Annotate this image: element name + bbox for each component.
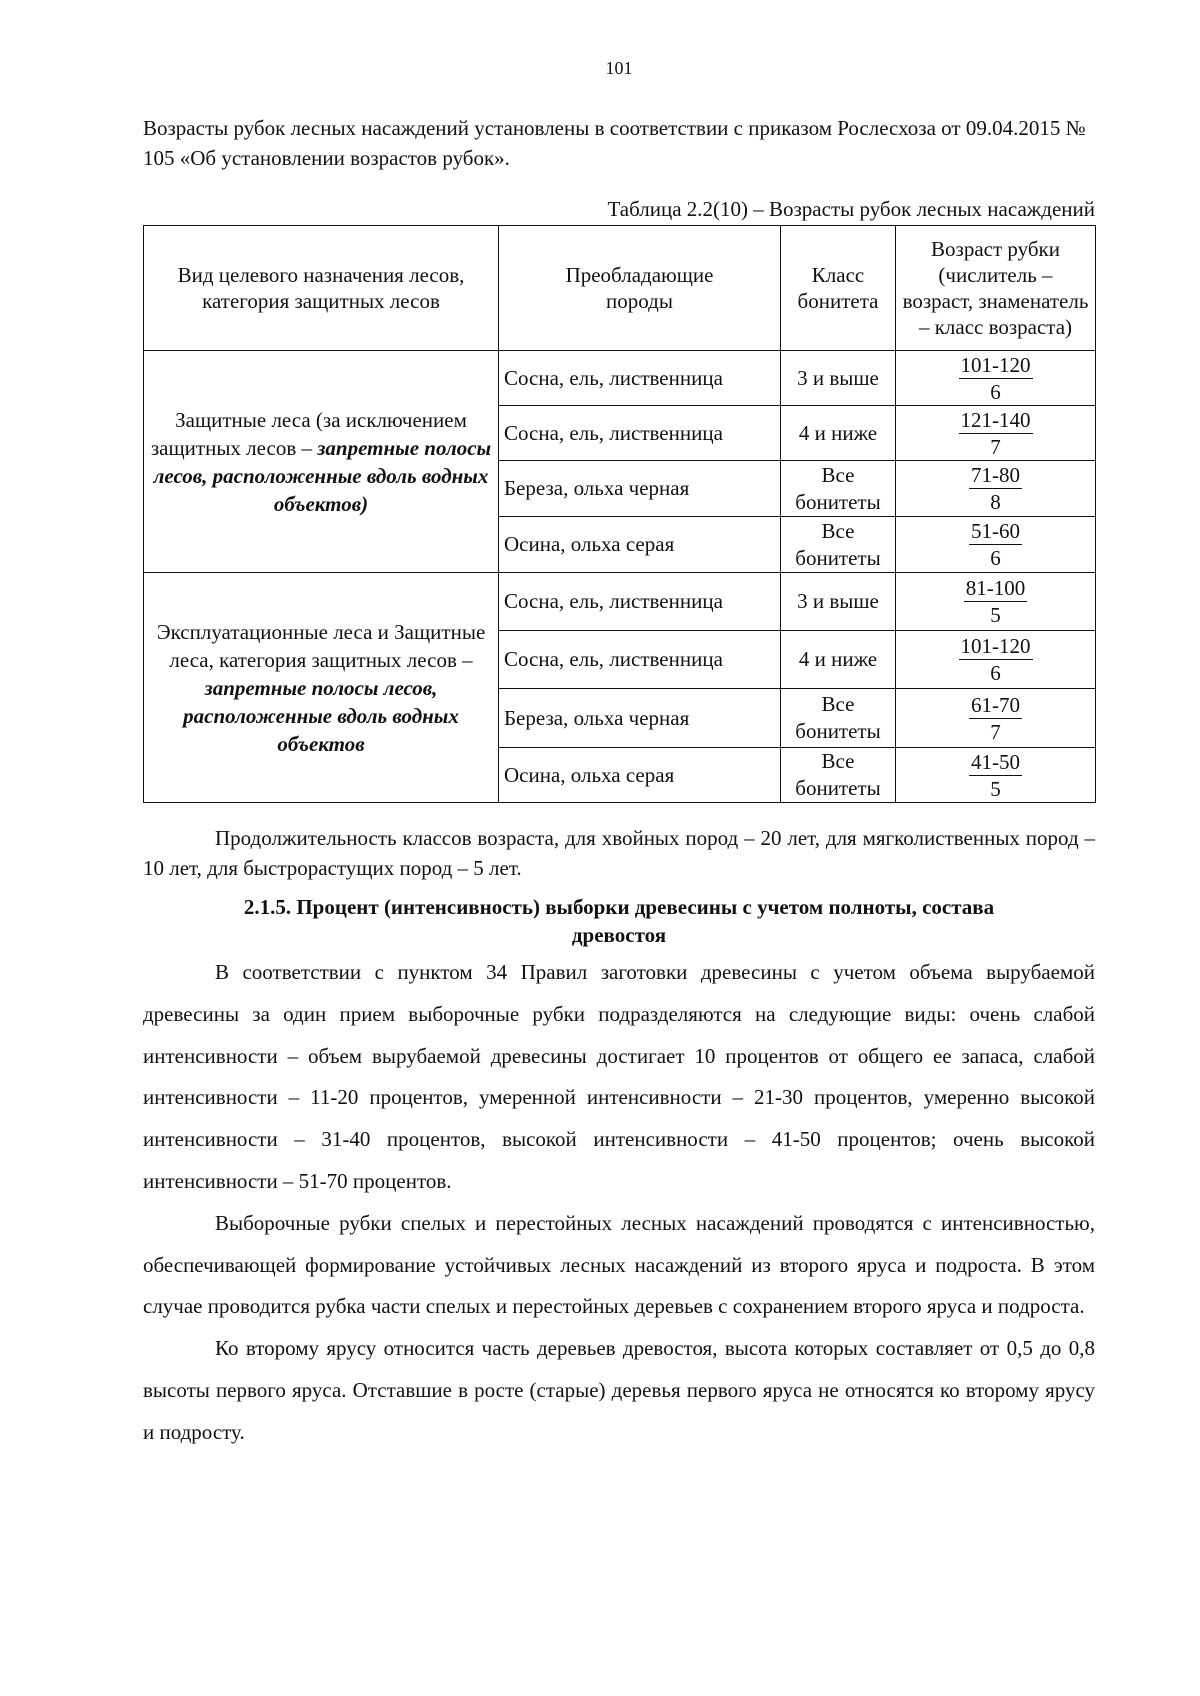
forest-category-emphasis: запретные полосы лесов, расположенные вдоль водных объектов) [153,435,492,516]
age-class-value: 5 [990,776,1001,801]
page-number: 101 [605,58,633,78]
cutting-age-cell [896,631,1096,689]
site-class-cell: Все бонитеты [781,689,896,748]
cutting-age-cell [896,461,1096,517]
species-cell: Береза, ольха черная [499,461,781,517]
forest-category-text: Защитные леса (за исключением защитных лесов – [150,407,467,460]
section-title: 2.1.5. Процент (интенсивность) выборки древесины с учетом полноты, состава древостоя [243,895,995,947]
species-cell: Сосна, ель, лиственница [499,351,781,406]
cutting-age-value: 101-120 [960,352,1031,377]
site-class-cell: 4 и ниже [781,631,896,689]
table-header-row [144,226,1096,351]
cutting-age-table [143,225,1096,803]
cutting-age-cell [896,748,1096,803]
species-cell: Сосна, ель, лиственница [499,406,781,461]
site-class-cell: Все бонитеты [781,748,896,803]
age-class-value: 7 [990,434,1001,459]
forest-category-cell [144,573,499,803]
table-row [144,573,1096,631]
header-purpose: Вид целевого назначения лесов, категория защитных лесов [144,226,499,351]
cutting-age-cell [896,351,1096,406]
forest-category-cell [144,351,499,573]
cutting-age-value: 81-100 [965,576,1026,600]
cutting-age-value: 41-50 [971,749,1020,774]
intro-paragraph: Возрасты рубок лесных насаждений установлены в соответствии с приказом Рослесхоза от 09.04.2015 № 105 «Об установлении возрастов рубок». [143,116,1086,170]
cutting-age-cell [896,406,1096,461]
age-class-value: 5 [990,603,1001,627]
forest-category-text: Эксплуатационные леса и Защитные леса, категория защитных лесов – [156,619,486,672]
cutting-age-value: 51-60 [971,519,1020,543]
paragraph: В соответствии с пунктом 34 Правил заготовки древесины с учетом объема вырубаемой древесины за один прием выборочные рубки подразделяются на следующие виды: очень слабой интенсивности – объем вырубаемой древесины достигает 10 процентов от общего ее запаса, слабой интенсивности – 11-20 процентов, умеренной интенсивности – 21-30 процентов, умеренно высокой интенсивности – 31-40 процентов, высокой интенсивности – 41-50 процентов; очень высокой интенсивности – 51-70 процентов. [143,960,1095,1193]
table-row [144,351,1096,406]
age-class-value: 7 [990,719,1001,744]
site-class-cell: Все бонитеты [781,461,896,517]
header-species: Преобладающие породы [499,226,781,351]
cutting-age-value: 71-80 [971,463,1020,487]
section-body [143,952,1095,1454]
age-class-duration-note: Продолжительность классов возраста, для хвойных пород – 20 лет, для мягколиственных пород – 10 лет, для быстрорастущих пород – 5 лет. [143,826,1095,880]
species-cell: Осина, ольха серая [499,517,781,573]
site-class-cell: 3 и выше [781,351,896,406]
species-cell: Сосна, ель, лиственница [499,573,781,631]
site-class-cell: 4 и ниже [781,406,896,461]
site-class-cell: Все бонитеты [781,517,896,573]
age-class-value: 6 [990,546,1001,570]
header-age: Возраст рубки (числитель – возраст, знаменатель – класс возраста) [896,226,1096,351]
cutting-age-cell [896,517,1096,573]
paragraph: Выборочные рубки спелых и перестойных лесных насаждений проводятся с интенсивностью, обеспечивающей формирование устойчивых лесных насаждений из второго яруса и подроста. В этом случае проводится рубка части спелых и перестойных деревьев с сохранением второго яруса и подроста. [143,1210,1095,1319]
cutting-age-value: 61-70 [971,692,1020,717]
site-class-cell: 3 и выше [781,573,896,631]
paragraph: Ко второму ярусу относится часть деревьев древостоя, высота которых составляет от 0,5 до 0,8 высоты первого яруса. Отставшие в росте (старые) деревья первого яруса не относятся ко второму ярусу и подросту. [143,1336,1095,1444]
species-cell: Береза, ольха черная [499,689,781,748]
age-class-value: 6 [990,661,1001,685]
age-class-value: 6 [990,379,1001,404]
species-cell: Осина, ольха серая [499,748,781,803]
age-class-value: 8 [990,490,1001,514]
cutting-age-cell [896,689,1096,748]
header-class: Класс бонитета [781,226,896,351]
species-cell: Сосна, ель, лиственница [499,631,781,689]
cutting-age-value: 101-120 [960,634,1031,658]
cutting-age-cell [896,573,1096,631]
cutting-age-value: 121-140 [960,407,1031,432]
forest-category-emphasis: запретные полосы лесов, расположенные вдоль водных объектов [183,675,459,756]
table-caption: Таблица 2.2(10) – Возрасты рубок лесных насаждений [607,197,1095,221]
